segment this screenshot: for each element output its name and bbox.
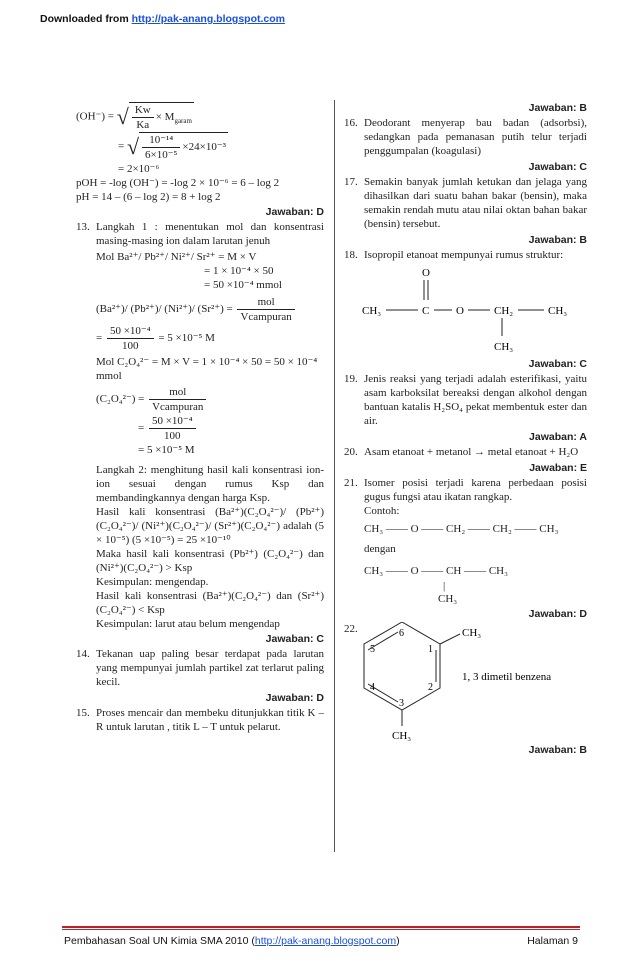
answer-label: Jawaban: C: [265, 633, 324, 645]
page-footer: Pembahasan Soal UN Kimia SMA 2010 (http://pak-anang.blogspot.com) Halaman 9: [64, 935, 578, 947]
oh-step2: = √ $\frac{\text{10⁻¹⁴}}{\text{6×10⁻⁵}}$ ×24×10⁻³: [118, 134, 226, 161]
question-22: 22. 6 1 2 3 4 5 CH₃ CH₃ 1, 3 dimetil benzena: [344, 622, 587, 742]
question-21: 21. Isomer posisi terjadi karena perbedaan posisi gugus fungsi atau ikatan rangkap. Contoh:: [344, 477, 587, 517]
right-column: Jawaban: B 16. Deodorant menyerap bau badan (adsorbsi), sedangkan pada pemanasan putih telur terjadi penggumpalan (koagulasi) Jawaban: C 17. Semakin banyak jumlah ketukan dan jelaga yang dihasilkan dari suatu bahan bakar (bensin), maka semakin rendah mutu atau nilai oktan bahan bakar (bensin) tersebut. Jawaban: B 18. Isopropil etanoat mempunyai rumus struktur: O CH₃ C O CH₂ CH₃ CH₃ Jawaban: C 19. Jenis reaksi yang terjadi adalah esterifikasi, yaitu asam karboksilat bereaksi dengan alkohol dengan bantuan katalis H₂SO₄ pekat membentuk ester dan air. Jawaban: A 20. Asam etanoat + metanol → metal etanoat + H₂O Jawaban: E 21. Isomer posisi terjadi karena perbedaan posisi gugus fungsi atau ikatan rangkap. Contoh: CH₃ —— O —— CH₂ —— CH₂ —— CH₃ dengan CH₃ —— O —— CH —— CH₃ | CH₃ Jawaban: D 22. 6 1 2 3 4 5 CH₃ CH₃ 1, 3 dimetil benzena Jawaban: B: [344, 102, 587, 756]
svg-text:CH₃: CH₃: [494, 341, 514, 353]
answer-label: Jawaban: D: [528, 608, 587, 620]
svg-text:CH₃: CH₃: [392, 730, 412, 742]
question-20: 20. Asam etanoat + metanol → metal etanoat + H₂O: [344, 446, 579, 458]
answer-label: Jawaban: B: [528, 744, 587, 756]
answer-label: Jawaban: D: [265, 692, 324, 704]
oh-step3: = 2×10⁻⁶: [118, 163, 160, 175]
ring-number: 6: [399, 628, 404, 639]
answer-label: Jawaban: E: [529, 462, 587, 474]
ring-number: 2: [428, 682, 433, 693]
column-divider: [334, 100, 335, 852]
compound-name: 1, 3 dimetil benzena: [462, 671, 552, 683]
answer-label: Jawaban: C: [528, 358, 587, 370]
conc-formula: (Ba²⁺)/ (Pb²⁺)/ (Ni²⁺)/ (Sr²⁺) = $\frac{\text{mol}}{\text{Vcampuran}}$: [76, 295, 324, 324]
svg-text:O: O: [456, 305, 464, 317]
answer-label: Jawaban: B: [528, 234, 587, 246]
question-19: 19. Jenis reaksi yang terjadi adalah esterifikasi, yaitu asam karboksilat bereaksi dengan alkohol dengan bantuan katalis H₂SO₄ pekat membentuk ester dan air.: [344, 373, 587, 427]
footer-rule: [62, 929, 580, 930]
isomer-chain-2: CH₃ —— O —— CH —— CH₃: [364, 565, 508, 577]
isopropyl-ethanoate-structure: [344, 264, 587, 356]
svg-text:CH₃: CH₃: [362, 305, 382, 317]
ring-number: 1: [428, 644, 433, 655]
ring-number: 3: [399, 698, 404, 709]
question-13: 13. Langkah 1 : menentukan mol dan konsentrasi masing-masing ion dalam larutan jenuh: [76, 221, 324, 247]
answer-label: Jawaban: D: [265, 206, 324, 218]
header-link[interactable]: http://pak-anang.blogspot.com: [131, 13, 286, 25]
svg-text:C: C: [422, 305, 430, 317]
svg-text:CH₃: CH₃: [462, 627, 482, 639]
c2o4-formula: (C₂O₄²⁻) = $\frac{\text{mol}}{\text{Vcampuran}}$: [76, 385, 324, 414]
svg-text:CH₃: CH₃: [548, 305, 568, 317]
ph-line: pH = 14 – (6 – log 2) = 8 + log 2: [76, 191, 221, 203]
question-16: 16. Deodorant menyerap bau badan (adsorbsi), sedangkan pada pemanasan putih telur terjadi penggumpalan (koagulasi): [344, 117, 587, 157]
answer-label: Jawaban: B: [528, 102, 587, 114]
question-18: 18. Isopropil etanoat mempunyai rumus struktur:: [344, 249, 564, 261]
question-14: 14. Tekanan uap paling besar terdapat pada larutan yang mempunyai jumlah partikel zat terlarut paling kecil.: [76, 648, 324, 688]
svg-text:CH₂: CH₂: [494, 305, 514, 317]
left-column: (OH⁻) = √ $\frac{Kw}{Ka}$ × $M_{garam}$ = √ $\frac{\text{10⁻¹⁴}}{\text{6×10⁻⁵}}$ ×24×10⁻³ = 2×10⁻⁶ pOH = -log (OH⁻) = -log 2 × 10⁻⁶ = 6 – log 2 pH = 14 – (6 – log 2) = 8 + log 2 Jawaban: D 13. Langkah 1 : menentukan mol dan konsentrasi masing-masing ion dalam larutan jenuh Mol Ba²⁺/ Pb²⁺/ Ni²⁺/ Sr²⁺ = M × V = 1 × 10⁻⁴ × 50 = 50 ×10⁻⁴ mmol (Ba²⁺)/ (Pb²⁺)/ (Ni²⁺)/ (Sr²⁺) = $\frac{\text{mol}}{\text{Vcampuran}}$ = $\frac{\text{50 ×10⁻⁴}}{100}$ = 5 ×10⁻⁵ M Mol C₂O₄²⁻ = M × V = 1 × 10⁻⁴ × 50 = 50 × 10⁻⁴ mmol (C₂O₄²⁻) = $\frac{\text{mol}}{\text{Vcampuran}}$ = $\frac{\text{50 ×10⁻⁴}}{100}$ = 5 ×10⁻⁵ M Langkah 2: menghitung hasil kali konsentrasi ion-ion sesuai dengan rumus Ksp dan membandingkannya dengan harga Ksp. Hasil kali konsentrasi (Ba²⁺)(C₂O₄²⁻)/ (Pb²⁺)(C₂O₄²⁻)/ (Ni²⁺)(C₂O₄²⁻)/ (Sr²⁺)(C₂O₄²⁻) adalah (5 × 10⁻⁵) (5 ×10⁻⁵) = 25 ×10⁻¹⁰ Maka hasil kali konsentrasi (Pb²⁺) (C₂O₄²⁻) dan (Ni²⁺)(C₂O₄²⁻) > Ksp Kesimpulan: mengendap. Hasil kali konsentrasi (Ba²⁺)(C₂O₄²⁻) dan (Sr²⁺)(C₂O₄²⁻) < Ksp Kesimpulan: larut atau belum mengendap Jawaban: C 14. Tekanan uap paling besar terdapat pada larutan yang mempunyai jumlah partikel zat terlarut paling kecil. Jawaban: D 15. Proses mencair dan membeku ditunjukkan titik K – R untuk larutan , titik L – T untuk pelarut.: [76, 104, 324, 733]
footer-link[interactable]: http://pak-anang.blogspot.com: [254, 935, 397, 947]
isomer-chain-1: CH₃ —— O —— CH₂ —— CH₂ —— CH₃: [364, 523, 559, 535]
ring-number: 5: [370, 644, 375, 655]
page-number: Halaman 9: [527, 935, 578, 947]
page-header: Downloaded from http://pak-anang.blogspot.com: [40, 13, 286, 25]
answer-label: Jawaban: A: [529, 431, 587, 443]
benzene-ring-diagram: [344, 622, 587, 742]
footer-rule: [62, 926, 580, 928]
question-17: 17. Semakin banyak jumlah ketukan dan jelaga yang dihasilkan dari suatu bahan bakar (bensin), maka semakin rendah mutu atau nilai oktan bahan bakar (bensin) tersebut.: [344, 176, 587, 230]
answer-label: Jawaban: C: [528, 161, 587, 173]
question-15: 15. Proses mencair dan membeku ditunjukkan titik K – R untuk larutan , titik L – T untuk pelarut.: [76, 707, 324, 733]
oxygen-atom: O: [422, 267, 430, 279]
poh-line: pOH = -log (OH⁻) = -log 2 × 10⁻⁶ = 6 – log 2: [76, 177, 280, 189]
oh-formula: (OH⁻) = √ $\frac{Kw}{Ka}$ × $M_{garam}$: [76, 104, 192, 131]
ring-number: 4: [370, 682, 375, 693]
